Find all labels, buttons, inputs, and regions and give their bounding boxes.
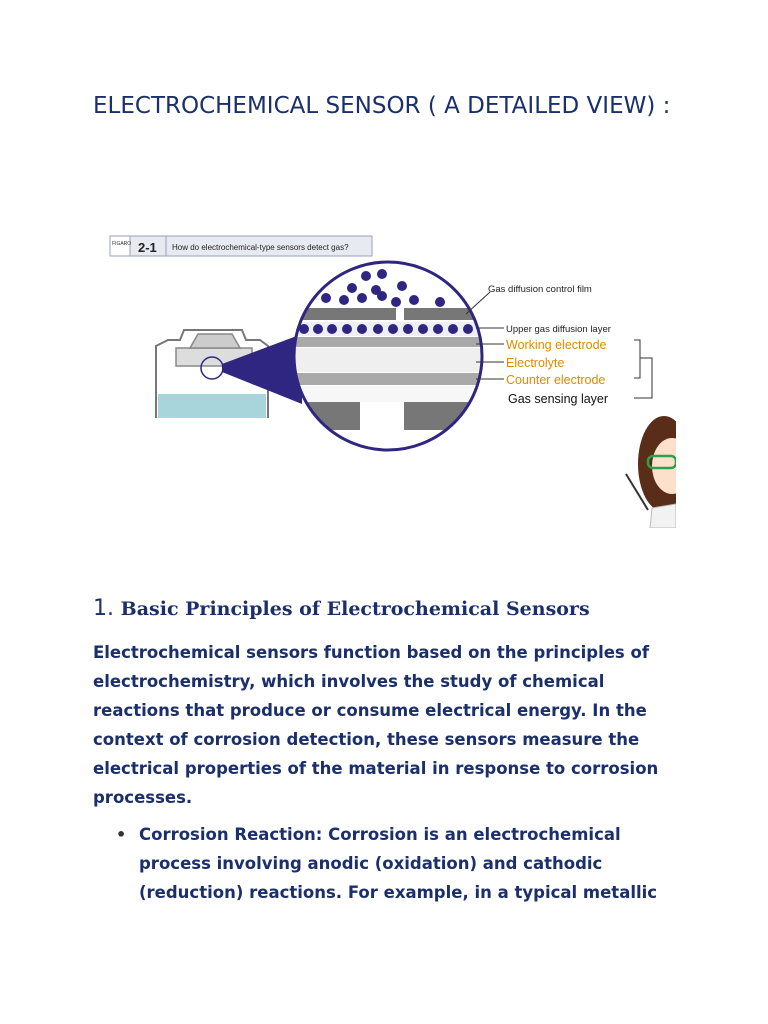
figure-caption: How do electrochemical-type sensors detect gas? [172, 243, 349, 252]
section-heading [93, 594, 733, 622]
page-title: ELECTROCHEMICAL SENSOR ( A DETAILED VIEW) : [93, 93, 671, 119]
bullet-list [93, 820, 683, 907]
figure-brand: FIGARO [112, 241, 132, 247]
presenter-illustration [626, 416, 676, 528]
list-item [93, 820, 683, 907]
label-gas-diffusion-control-film: Gas diffusion control film [488, 284, 592, 295]
section-title: Basic Principles of Electrochemical Sensors [120, 598, 590, 620]
sensor-diagram-figure [104, 228, 676, 528]
section-number: 1. [93, 596, 114, 621]
label-counter-electrode: Counter electrode [506, 373, 606, 387]
label-working-electrode: Working electrode [506, 338, 607, 352]
label-gas-sensing-layer: Gas sensing layer [508, 392, 609, 406]
label-electrolyte: Electrolyte [506, 356, 565, 370]
magnified-layers [284, 258, 494, 458]
intro-paragraph: Electrochemical sensors function based on the principles of electrochemistry, which involves the study of chemical reactions that produce or consume electrical energy. In the context of corrosion detection, these sensors measure the electrical properties of the material in response to corrosion processes. [93, 643, 659, 807]
bullet-text: Corrosion Reaction: Corrosion is an electrochemical process involving anodic (oxidation) and cathodic (reduction) reactions. For example, in a typical metallic [139, 825, 658, 902]
label-upper-gas-diffusion-layer: Upper gas diffusion layer [506, 324, 611, 335]
figure-number: 2-1 [138, 240, 157, 255]
sensor-housing [156, 330, 302, 418]
bullet-marker: • [116, 825, 127, 844]
